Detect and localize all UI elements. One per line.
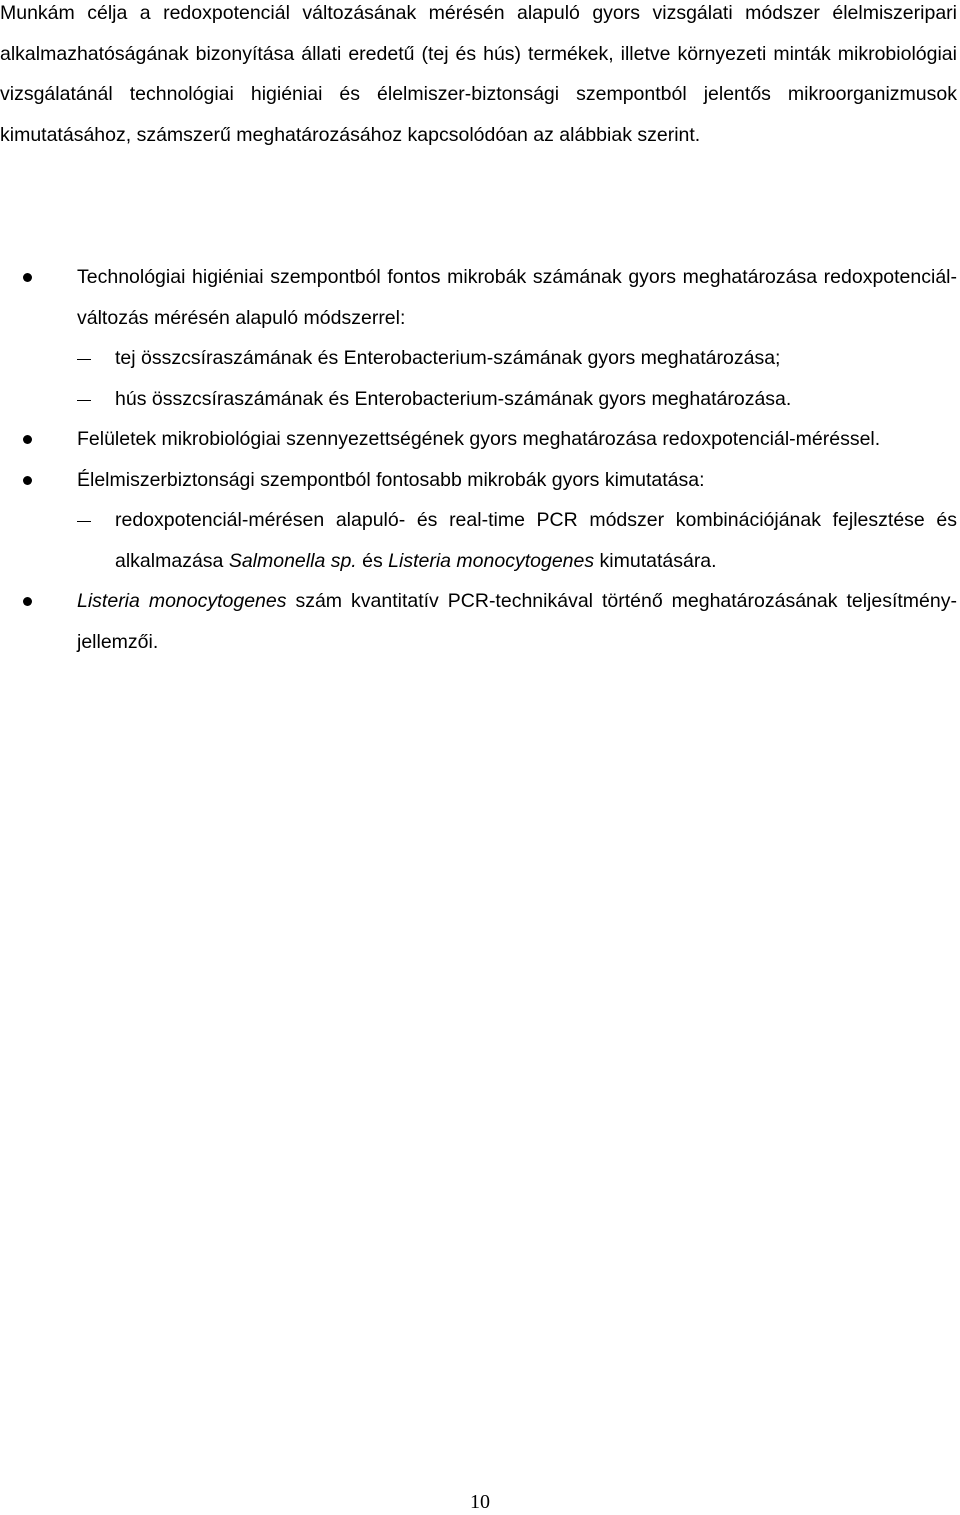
objectives-list: [0, 257, 957, 662]
list-item-text: Technológiai higiéniai szempontból fontos mikrobák számának gyors meghatározása redoxpotenciál-változás mérésén alapuló módszerrel:: [77, 266, 957, 329]
list-item-text: Élelmiszerbiztonsági szempontból fontosabb mikrobák gyors kimutatása:: [77, 468, 705, 491]
sub-list-item-text: kimutatására.: [594, 549, 717, 572]
list-item: [0, 460, 957, 582]
bullet-icon: [23, 435, 32, 444]
sub-list-item: [0, 338, 957, 379]
page-number: 10: [470, 1491, 490, 1513]
dash-icon: [77, 521, 91, 522]
list-item: [0, 581, 957, 662]
intro-paragraph: Munkám célja a redoxpotenciál változásának mérésén alapuló gyors vizsgálati módszer élelmiszeripari alkalmazhatóságának bizonyítása állati eredetű (tej és hús) termékek, illetve környezeti minták mikrobiológiai vizsgálatánál technológiai higiéniai és élelmiszer-biztonsági szempontból jelentős mikroorganizmusok kimutatásához, számszerű meghatározásához kapcsolódóan az alábbiak szerint.: [0, 2, 957, 146]
species-name: Listeria monocytogenes: [77, 590, 287, 612]
sub-list-item: [0, 500, 957, 581]
sub-list-item-text: tej összcsíraszámának és Enterobacterium-számának gyors meghatározása;: [115, 347, 781, 369]
species-name: Listeria monocytogenes: [388, 549, 595, 572]
bullet-icon: [23, 597, 32, 606]
sub-list-item-text: redoxpotenciál-mérésen alapuló- és real-time PCR módszer kombinációjának fejlesztése és alkalmazása: [115, 509, 957, 572]
sub-list-item-text: hús összcsíraszámának és Enterobacterium-számának gyors meghatározása.: [115, 387, 792, 410]
dash-icon: [77, 400, 91, 401]
list-item: [0, 419, 957, 460]
list-item: [0, 257, 957, 419]
species-name: Salmonella sp.: [228, 549, 357, 572]
sub-list-item-text: és: [356, 549, 389, 572]
sub-list-item: [0, 379, 957, 420]
bullet-icon: [23, 273, 32, 282]
bullet-icon: [23, 476, 32, 485]
sub-list: [77, 338, 957, 419]
sub-list: [77, 500, 957, 581]
list-item-text: Felületek mikrobiológiai szennyezettségének gyors meghatározása redoxpotenciál-méréssel.: [77, 428, 881, 450]
dash-icon: [77, 359, 91, 360]
list-item-text: szám kvantitatív PCR-technikával történő meghatározásának teljesítmény-jellemzői.: [77, 590, 957, 653]
